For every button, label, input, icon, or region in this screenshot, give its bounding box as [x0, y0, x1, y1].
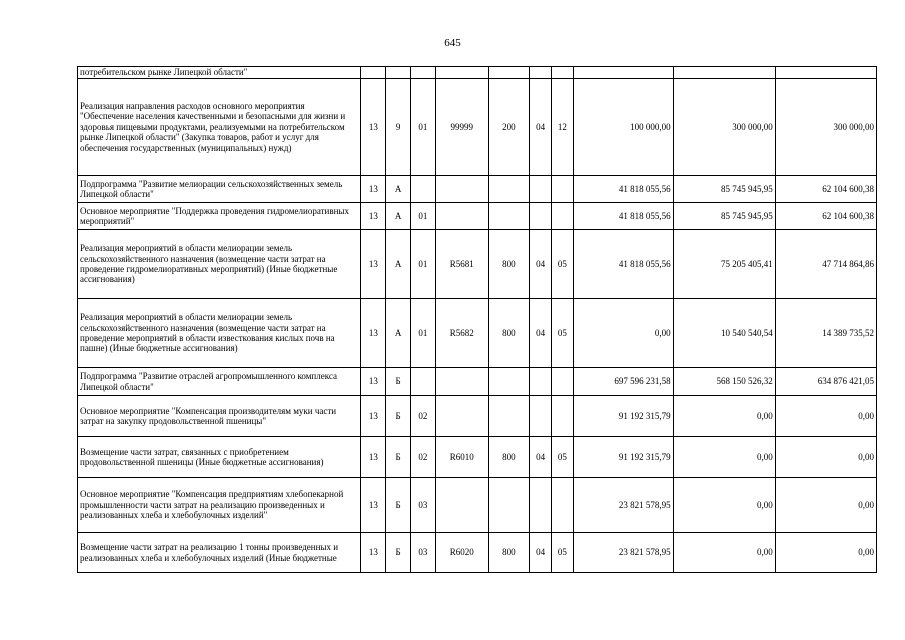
code-om: 03 [410, 533, 435, 573]
code-subsection: 05 [552, 299, 573, 368]
code-subsection: 12 [552, 79, 573, 176]
code-gp [361, 67, 386, 79]
code-gp: 13 [361, 533, 386, 573]
code-gp: 13 [361, 478, 386, 533]
code-direction: R5682 [436, 299, 489, 368]
table-row [78, 67, 877, 79]
amount-year-2: 568 150 526,32 [673, 368, 775, 396]
table-row [78, 230, 877, 299]
amount-year-2: 85 745 945,95 [673, 203, 775, 230]
code-subsection [552, 203, 573, 230]
code-om: 01 [410, 79, 435, 176]
code-direction [436, 478, 489, 533]
code-expense-type: 800 [488, 230, 529, 299]
amount-year-1: 23 821 578,95 [573, 533, 673, 573]
code-direction: R5681 [436, 230, 489, 299]
amount-year-3: 0,00 [775, 533, 876, 573]
code-direction: R6010 [436, 437, 489, 478]
code-section [530, 368, 552, 396]
code-pp: Б [386, 478, 410, 533]
code-expense-type: 200 [488, 79, 529, 176]
code-subsection: 05 [552, 533, 573, 573]
code-om [410, 368, 435, 396]
amount-year-1: 41 818 055,56 [573, 230, 673, 299]
code-om [410, 67, 435, 79]
code-section: 04 [530, 230, 552, 299]
amount-year-1: 91 192 315,79 [573, 396, 673, 437]
code-pp: Б [386, 396, 410, 437]
code-subsection [552, 478, 573, 533]
code-gp: 13 [361, 368, 386, 396]
amount-year-1: 697 596 231,58 [573, 368, 673, 396]
code-pp: Б [386, 368, 410, 396]
amount-year-3: 62 104 600,38 [775, 176, 876, 203]
code-section [530, 176, 552, 203]
code-pp: А [386, 230, 410, 299]
amount-year-1: 100 000,00 [573, 79, 673, 176]
code-om: 01 [410, 203, 435, 230]
row-description: Реализация мероприятий в области мелиорации земель сельскохозяйственного назначения (возмещение части затрат на проведение мероприятий в области известкования кислых почв на пашне) (Иные бюджетные ассигнования) [78, 299, 361, 368]
table-row [78, 176, 877, 203]
amount-year-1: 23 821 578,95 [573, 478, 673, 533]
code-section [530, 396, 552, 437]
code-gp: 13 [361, 230, 386, 299]
table-row [78, 368, 877, 396]
code-subsection [552, 368, 573, 396]
code-section: 04 [530, 533, 552, 573]
row-description: Реализация мероприятий в области мелиорации земель сельскохозяйственного назначения (возмещение части затрат на проведение гидромелиоративных мероприятий) (Иные бюджетные ассигнования) [78, 230, 361, 299]
code-direction: R6020 [436, 533, 489, 573]
amount-year-1: 91 192 315,79 [573, 437, 673, 478]
row-description: Возмещение части затрат, связанных с приобретением продовольственной пшеницы (Иные бюджетные ассигнования) [78, 437, 361, 478]
code-section: 04 [530, 299, 552, 368]
code-subsection: 05 [552, 230, 573, 299]
code-subsection [552, 67, 573, 79]
amount-year-2: 75 205 405,41 [673, 230, 775, 299]
code-section [530, 67, 552, 79]
code-gp: 13 [361, 203, 386, 230]
code-gp: 13 [361, 437, 386, 478]
amount-year-3: 14 389 735,52 [775, 299, 876, 368]
code-pp: А [386, 176, 410, 203]
amount-year-2 [673, 67, 775, 79]
code-direction [436, 368, 489, 396]
amount-year-3: 634 876 421,05 [775, 368, 876, 396]
amount-year-1: 41 818 055,56 [573, 176, 673, 203]
code-expense-type: 800 [488, 437, 529, 478]
code-pp: 9 [386, 79, 410, 176]
code-section [530, 478, 552, 533]
code-subsection [552, 176, 573, 203]
code-section: 04 [530, 79, 552, 176]
page-number: 645 [444, 37, 461, 49]
code-direction: 99999 [436, 79, 489, 176]
code-expense-type [488, 396, 529, 437]
amount-year-3: 47 714 864,86 [775, 230, 876, 299]
code-om: 02 [410, 396, 435, 437]
code-expense-type: 800 [488, 533, 529, 573]
budget-table [77, 66, 877, 573]
code-om: 01 [410, 230, 435, 299]
amount-year-3: 62 104 600,38 [775, 203, 876, 230]
code-direction [436, 176, 489, 203]
code-gp: 13 [361, 176, 386, 203]
amount-year-1: 0,00 [573, 299, 673, 368]
amount-year-2: 0,00 [673, 437, 775, 478]
table-row [78, 533, 877, 573]
table-row [78, 79, 877, 176]
code-expense-type [488, 203, 529, 230]
amount-year-3: 0,00 [775, 478, 876, 533]
row-description: Основное мероприятие "Компенсация предприятиям хлебопекарной промышленности части затрат на реализацию произведенных и реализованных хлеба и хлебобулочных изделий" [78, 478, 361, 533]
code-subsection [552, 396, 573, 437]
code-om: 02 [410, 437, 435, 478]
table-row [78, 396, 877, 437]
amount-year-1: 41 818 055,56 [573, 203, 673, 230]
code-expense-type [488, 368, 529, 396]
amount-year-2: 0,00 [673, 533, 775, 573]
amount-year-2: 10 540 540,54 [673, 299, 775, 368]
code-direction [436, 396, 489, 437]
code-gp: 13 [361, 299, 386, 368]
code-expense-type [488, 478, 529, 533]
table-row [78, 437, 877, 478]
row-description: Подпрограмма "Развитие отраслей агропромышленного комплекса Липецкой области" [78, 368, 361, 396]
amount-year-3: 300 000,00 [775, 79, 876, 176]
code-direction [436, 203, 489, 230]
table-row [78, 299, 877, 368]
row-description: потребительском рынке Липецкой области" [78, 67, 361, 79]
amount-year-2: 0,00 [673, 396, 775, 437]
code-om [410, 176, 435, 203]
amount-year-2: 85 745 945,95 [673, 176, 775, 203]
amount-year-2: 0,00 [673, 478, 775, 533]
row-description: Подпрограмма "Развитие мелиорации сельскохозяйственных земель Липецкой области" [78, 176, 361, 203]
code-expense-type: 800 [488, 299, 529, 368]
code-pp: А [386, 203, 410, 230]
code-pp: А [386, 299, 410, 368]
code-om: 01 [410, 299, 435, 368]
code-expense-type [488, 67, 529, 79]
row-description: Возмещение части затрат на реализацию 1 тонны произведенных и реализованных хлеба и хлебобулочных изделий (Иные бюджетные [78, 533, 361, 573]
code-pp [386, 67, 410, 79]
code-section [530, 203, 552, 230]
code-pp: Б [386, 533, 410, 573]
code-gp: 13 [361, 396, 386, 437]
code-subsection: 05 [552, 437, 573, 478]
code-direction [436, 67, 489, 79]
amount-year-3: 0,00 [775, 396, 876, 437]
row-description: Основное мероприятие "Компенсация производителям муки части затрат на закупку продовольственной пшеницы" [78, 396, 361, 437]
amount-year-2: 300 000,00 [673, 79, 775, 176]
code-om: 03 [410, 478, 435, 533]
row-description: Основное мероприятие "Поддержка проведения гидромелиоративных мероприятий" [78, 203, 361, 230]
code-gp: 13 [361, 79, 386, 176]
code-pp: Б [386, 437, 410, 478]
row-description: Реализация направления расходов основного мероприятия "Обеспечение населения качественными и безопасными для жизни и здоровья пищевыми продуктами, реализуемыми на потребительском рынке Липецкой области" (Закупка товаров, работ и услуг для обеспечения государственных (муниципальных) нужд) [78, 79, 361, 176]
amount-year-3: 0,00 [775, 437, 876, 478]
table-row [78, 203, 877, 230]
amount-year-3 [775, 67, 876, 79]
table-row [78, 478, 877, 533]
amount-year-1 [573, 67, 673, 79]
code-section: 04 [530, 437, 552, 478]
code-expense-type [488, 176, 529, 203]
